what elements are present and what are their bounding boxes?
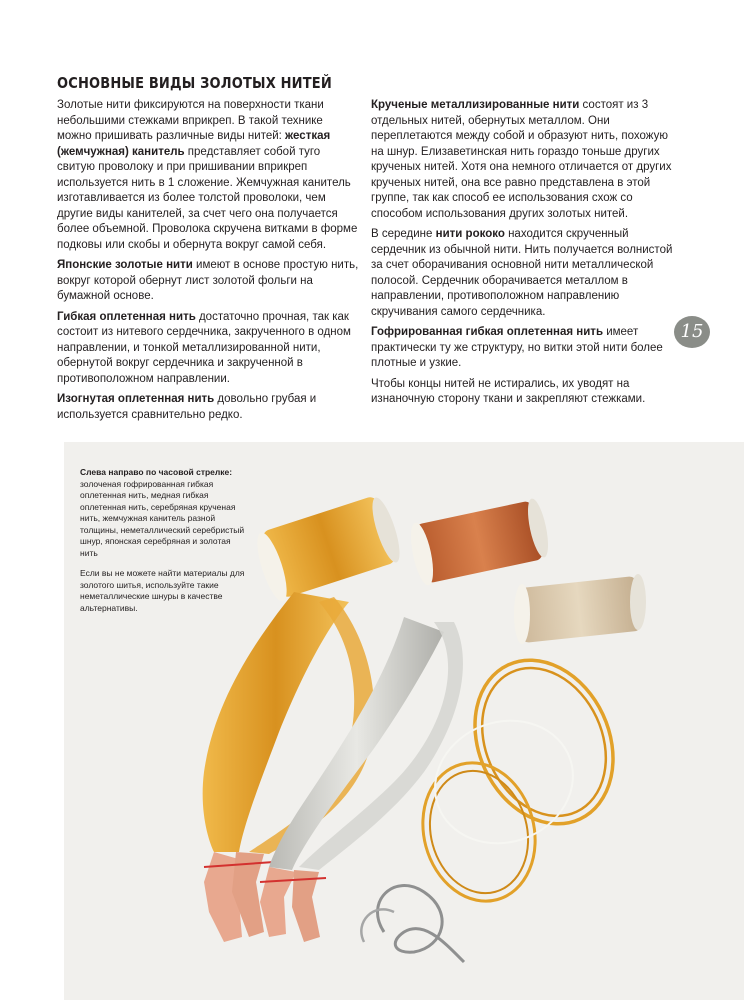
gold-coils xyxy=(408,637,639,913)
paragraph-bent-braid: Изогнутая оплетенная нить довольно грубая и используется сравнительно редко. xyxy=(57,393,317,421)
caption-heading: Слева направо по часовой стрелке: xyxy=(80,467,233,477)
threads-photo xyxy=(64,442,744,1000)
photo-caption xyxy=(80,467,245,623)
right-text-column xyxy=(371,98,673,413)
gold-spool xyxy=(251,495,405,604)
caption-note: Если вы не можете найти материалы для золотого шитья, используйте такие неметаллические шнуры в качестве альтернативы. xyxy=(80,568,245,613)
term-pearl-purl: жесткая (жемчужная) канитель xyxy=(57,130,331,158)
caption-body: золоченая гофрированная гибкая оплетенная нить, медная гибкая оплетенная нить, серебряная крученая нить, жемчужная канитель разной толщины, неметаллический серебристый шнур, японская серебряная и золотая нить xyxy=(80,478,245,558)
paragraph-ends-tip: Чтобы концы нитей не истирались, их уводят на изнаночную сторону ткани и закрепляют стежками. xyxy=(371,377,646,405)
page-number-badge: 15 xyxy=(674,316,710,348)
term-bent-braid: Изогнутая оплетенная нить xyxy=(57,393,215,405)
paragraph-flexible-braid: Гибкая оплетенная нить достаточно прочная, так как состоит из нитевого сердечника, закрученного в одном направлении, и тонкой металлизированной нити, обернутой вокруг сердечника и закрученной в противоположном направлении. xyxy=(57,310,351,385)
silver-cord xyxy=(361,886,464,962)
page-title: ОСНОВНЫЕ ВИДЫ ЗОЛОТЫХ НИТЕЙ xyxy=(57,74,332,92)
term-twisted-metallic: Крученые металлизированные нити xyxy=(371,99,580,111)
term-rococo: нити рококо xyxy=(435,228,505,240)
paragraph-twisted-thread: Крученые металлизированные нити состоят из 3 отдельных нитей, обернутых металлом. Они переплетаются между собой и образуют нить, похожую на шнур. Елизаветинская нить гораздо тоньше других крученых нитей. Хотя она немного отличается от других крученых нитей, она все равно представлена в этой группе, так как способ ее использования схож со способом использования других золотых нитей. xyxy=(371,99,672,220)
paragraph-rococo: В середине нити рококо находится скрученный сердечник из обычной нити. Нить получается волнистой за счет оборачивания основной нити металлической полосой. Сердечник оборачивается металлом в направлении, противоположном направлению скручивания самого сердечника. xyxy=(371,228,673,318)
left-text-column xyxy=(57,98,359,428)
term-flexible-braid: Гибкая оплетенная нить xyxy=(57,310,196,323)
term-crinkled-braid: Гофрированная гибкая оплетенная нить xyxy=(371,326,604,338)
paragraph-crinkled-braid: Гофрированная гибкая оплетенная нить имеет практически ту же структуру, но витки этой нити более плотные и узкие. xyxy=(371,326,663,369)
copper-spool xyxy=(407,497,553,587)
paragraph-intro: Золотые нити фиксируются на поверхности ткани небольшими стежками вприкреп. В такой технике можно пришивать различные виды нитей: жесткая (жемчужная) канитель представляет собой туго свитую проволоку и при пришивании вприкреп используется нить в 1 сложение. Жемчужная канитель изготавливается из более толстой проволоки, чем другие виды канителей, за счет чего она получается более объемной. Проволока скручена витками в форме подковы или скобы и обернута вокруг самой себя. xyxy=(57,99,358,251)
paragraph-japanese-thread: Японские золотые нити имеют в основе простую нить, вокруг которой обернут лист золотой фольги на бумажной основе. xyxy=(57,259,359,302)
term-japanese-gold: Японские золотые нити xyxy=(57,259,193,271)
pale-gold-spool xyxy=(514,574,646,644)
